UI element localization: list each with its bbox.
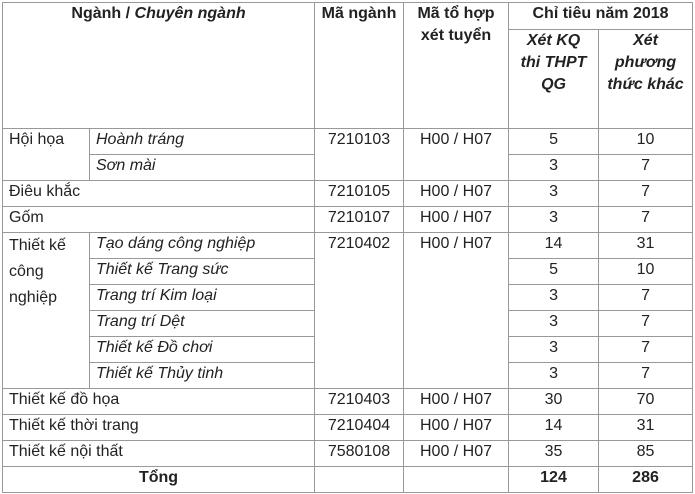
row-other: 85 bbox=[599, 441, 693, 467]
total-label: Tổng bbox=[3, 467, 315, 493]
row-thpt: 30 bbox=[509, 389, 599, 415]
row-sub: Sơn mài bbox=[90, 155, 315, 181]
row-sub: Thiết kế Thủy tinh bbox=[90, 363, 315, 389]
header-nganh-label: Ngành / bbox=[71, 5, 131, 22]
row-combo: H00 / H07 bbox=[404, 441, 509, 467]
row-code: 7210402 bbox=[315, 233, 404, 389]
row-combo: H00 / H07 bbox=[404, 129, 509, 181]
row-group: Hội họa bbox=[3, 129, 90, 181]
row-other: 7 bbox=[599, 285, 693, 311]
row-code: 7210107 bbox=[315, 207, 404, 233]
row-thpt: 3 bbox=[509, 181, 599, 207]
header-chi-tieu: Chỉ tiêu năm 2018 bbox=[509, 3, 693, 30]
row-other: 7 bbox=[599, 363, 693, 389]
row-combo: H00 / H07 bbox=[404, 415, 509, 441]
row-group: Điêu khắc bbox=[3, 181, 315, 207]
row-other: 7 bbox=[599, 337, 693, 363]
row-sub: Trang trí Kim loại bbox=[90, 285, 315, 311]
row-group: Thiết kế đồ họa bbox=[3, 389, 315, 415]
row-sub: Thiết kế Đồ chơi bbox=[90, 337, 315, 363]
row-combo: H00 / H07 bbox=[404, 181, 509, 207]
row-sub: Hoành tráng bbox=[90, 129, 315, 155]
total-combo-empty bbox=[404, 467, 509, 493]
header-chuyen-nganh-label: Chuyên ngành bbox=[134, 5, 246, 22]
row-other: 10 bbox=[599, 259, 693, 285]
header-xet-khac: Xét phương thức khác bbox=[599, 30, 693, 129]
row-thpt: 3 bbox=[509, 311, 599, 337]
row-group: Thiết kế công nghiệp bbox=[3, 233, 90, 389]
row-group: Thiết kế nội thất bbox=[3, 441, 315, 467]
row-thpt: 3 bbox=[509, 285, 599, 311]
row-sub: Thiết kế Trang sức bbox=[90, 259, 315, 285]
row-other: 10 bbox=[599, 129, 693, 155]
row-sub: Tạo dáng công nghiệp bbox=[90, 233, 315, 259]
row-thpt: 5 bbox=[509, 259, 599, 285]
row-thpt: 14 bbox=[509, 415, 599, 441]
row-thpt: 3 bbox=[509, 155, 599, 181]
row-thpt: 14 bbox=[509, 233, 599, 259]
row-combo: H00 / H07 bbox=[404, 233, 509, 389]
row-other: 7 bbox=[599, 207, 693, 233]
row-group: Gốm bbox=[3, 207, 315, 233]
row-code: 7210403 bbox=[315, 389, 404, 415]
row-other: 7 bbox=[599, 181, 693, 207]
row-combo: H00 / H07 bbox=[404, 207, 509, 233]
total-code-empty bbox=[315, 467, 404, 493]
row-code: 7210103 bbox=[315, 129, 404, 181]
admission-quota-table bbox=[2, 2, 693, 493]
row-combo: H00 / H07 bbox=[404, 389, 509, 415]
row-code: 7210105 bbox=[315, 181, 404, 207]
header-nganh bbox=[3, 3, 315, 129]
row-other: 7 bbox=[599, 311, 693, 337]
header-xet-kq: Xét KQ thi THPT QG bbox=[509, 30, 599, 129]
row-thpt: 3 bbox=[509, 337, 599, 363]
row-thpt: 3 bbox=[509, 207, 599, 233]
row-thpt: 3 bbox=[509, 363, 599, 389]
row-group: Thiết kế thời trang bbox=[3, 415, 315, 441]
row-code: 7580108 bbox=[315, 441, 404, 467]
row-thpt: 35 bbox=[509, 441, 599, 467]
row-other: 70 bbox=[599, 389, 693, 415]
total-row bbox=[3, 467, 693, 493]
row-thpt: 5 bbox=[509, 129, 599, 155]
total-thpt: 124 bbox=[509, 467, 599, 493]
row-other: 7 bbox=[599, 155, 693, 181]
header-ma-nganh: Mã ngành bbox=[315, 3, 404, 129]
row-other: 31 bbox=[599, 415, 693, 441]
row-sub: Trang trí Dệt bbox=[90, 311, 315, 337]
row-code: 7210404 bbox=[315, 415, 404, 441]
header-ma-to-hop: Mã tổ hợp xét tuyển bbox=[404, 3, 509, 129]
row-other: 31 bbox=[599, 233, 693, 259]
total-other: 286 bbox=[599, 467, 693, 493]
